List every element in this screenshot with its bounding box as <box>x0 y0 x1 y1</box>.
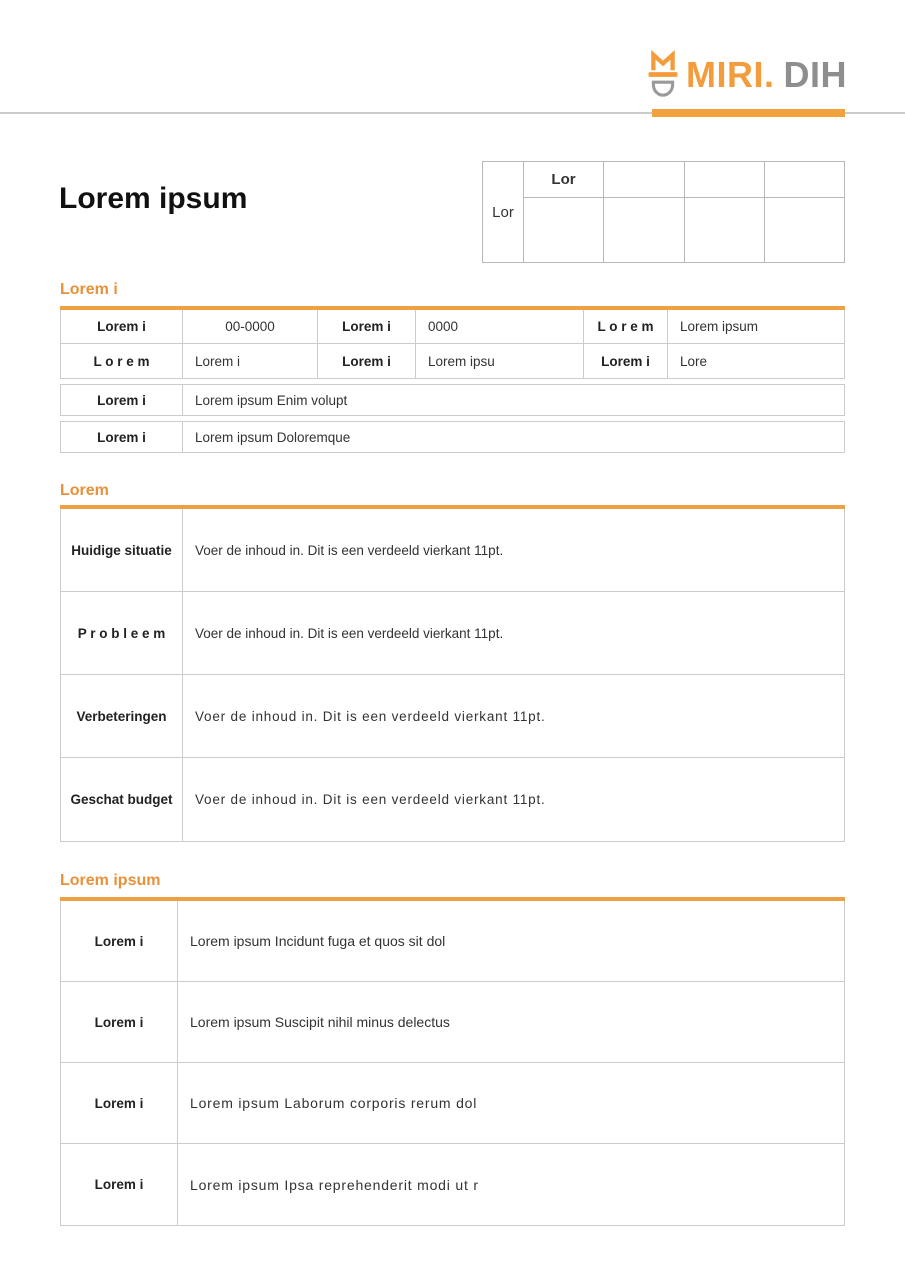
field-label: L o r e m <box>61 344 183 378</box>
section1-heading: Lorem i <box>60 281 118 298</box>
field-value: Voer de inhoud in. Dit is een verdeeld vierkant 11pt. <box>183 675 844 758</box>
field-label: Lorem i <box>61 1144 178 1225</box>
field-label: Lorem i <box>61 982 178 1063</box>
field-value: Lorem ipsum Doloremque <box>195 429 351 445</box>
table-row <box>60 384 845 416</box>
meta-empty-cell <box>684 198 764 262</box>
brand-name-secondary: DIH <box>783 54 847 95</box>
field-value: Lorem ipsum Laborum corporis rerum dol <box>178 1063 844 1144</box>
field-value: Lorem ipsum Suscipit nihil minus delectus <box>178 982 844 1063</box>
field-label: Lorem i <box>61 901 178 982</box>
field-label: Lorem i <box>61 1063 178 1144</box>
meta-empty-cell <box>523 198 603 262</box>
section2-table <box>60 505 845 842</box>
brand-logo <box>646 50 847 100</box>
field-label: Lorem i <box>318 310 416 344</box>
table-row <box>60 421 845 453</box>
meta-empty-cell <box>764 198 844 262</box>
header-divider-accent <box>652 109 845 117</box>
field-value: Lorem ipsum Enim volupt <box>195 392 348 408</box>
field-value: Lorem ipsum <box>668 310 844 344</box>
field-label: Huidige situatie <box>61 509 183 592</box>
field-value: 0000 <box>416 310 584 344</box>
field-value: Voer de inhoud in. Dit is een verdeeld vierkant 11pt. <box>183 509 844 592</box>
field-label: Verbeteringen <box>61 675 183 758</box>
field-label: Geschat budget <box>61 758 183 841</box>
field-label: Lorem i <box>61 422 183 452</box>
field-value: Voer de inhoud in. Dit is een verdeeld vierkant 11pt. <box>183 592 844 675</box>
field-value: Lorem ipsum Incidunt fuga et quos sit dol <box>178 901 844 982</box>
field-label: P r o b l e e m <box>61 592 183 675</box>
page-title: Lorem ipsum <box>59 182 248 216</box>
brand-name-primary: MIRI. <box>686 54 775 95</box>
meta-empty-cell <box>684 162 764 198</box>
field-label: Lorem i <box>61 385 183 415</box>
meta-side-label: Lor <box>492 203 514 221</box>
section2-grid <box>60 509 845 842</box>
section3-heading: Lorem ipsum <box>60 872 161 889</box>
field-label: Lorem i <box>584 344 668 378</box>
field-value: Lorem i <box>183 344 318 378</box>
field-value: Lorem ipsu <box>416 344 584 378</box>
field-label: Lorem i <box>318 344 416 378</box>
section3-table <box>60 897 845 1226</box>
field-value: 00-0000 <box>183 310 318 344</box>
section1-grid <box>60 310 845 379</box>
field-value: Voer de inhoud in. Dit is een verdeeld vierkant 11pt. <box>195 792 546 807</box>
field-label: L o r e m <box>584 310 668 344</box>
field-label: Lorem i <box>61 310 183 344</box>
crown-chef-icon <box>646 50 680 100</box>
meta-empty-cell <box>603 162 684 198</box>
meta-empty-cell <box>764 162 844 198</box>
meta-table <box>482 161 845 263</box>
section2-heading: Lorem <box>60 482 109 499</box>
section3-grid <box>60 901 845 1226</box>
field-value: Lorem ipsum Ipsa reprehenderit modi ut r <box>190 1176 479 1193</box>
meta-column-header: Lor <box>523 162 603 198</box>
field-value: Lore <box>680 353 708 369</box>
section1-table <box>60 306 845 453</box>
meta-empty-cell <box>603 198 684 262</box>
